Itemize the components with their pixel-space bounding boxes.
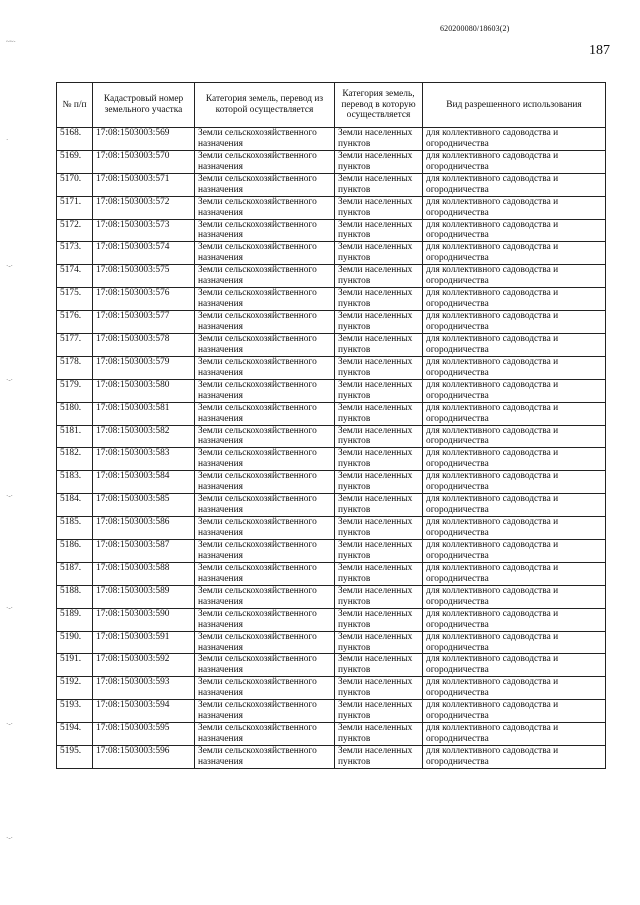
cell-permitted-use: для коллективного садоводства и огородничества — [423, 448, 606, 471]
table-row — [57, 265, 606, 288]
cell-permitted-use: для коллективного садоводства и огородничества — [423, 654, 606, 677]
cell-cadastral-number: 17:08:1503003:590 — [93, 608, 195, 631]
table-header-row — [57, 83, 606, 128]
cell-category-from: Земли сельскохозяйственного назначения — [195, 608, 335, 631]
cell-category-from: Земли сельскохозяйственного назначения — [195, 425, 335, 448]
cell-number: 5189. — [57, 608, 93, 631]
table-row — [57, 723, 606, 746]
cell-permitted-use: для коллективного садоводства и огородничества — [423, 494, 606, 517]
cell-category-from: Земли сельскохозяйственного назначения — [195, 311, 335, 334]
cell-number: 5178. — [57, 356, 93, 379]
table-row — [57, 219, 606, 242]
cell-cadastral-number: 17:08:1503003:573 — [93, 219, 195, 242]
cell-permitted-use: для коллективного садоводства и огородничества — [423, 677, 606, 700]
cell-cadastral-number: 17:08:1503003:579 — [93, 356, 195, 379]
column-header-cadastral: Кадастровый номер земельного участка — [93, 83, 195, 128]
cell-permitted-use: для коллективного садоводства и огородничества — [423, 128, 606, 151]
cell-permitted-use: для коллективного садоводства и огородничества — [423, 425, 606, 448]
cell-cadastral-number: 17:08:1503003:571 — [93, 173, 195, 196]
cell-number: 5190. — [57, 631, 93, 654]
cell-category-from: Земли сельскохозяйственного назначения — [195, 562, 335, 585]
table-row — [57, 677, 606, 700]
cell-category-from: Земли сельскохозяйственного назначения — [195, 494, 335, 517]
cell-category-to: Земли населенных пунктов — [335, 356, 423, 379]
cell-permitted-use: для коллективного садоводства и огородничества — [423, 311, 606, 334]
cell-category-to: Земли населенных пунктов — [335, 242, 423, 265]
cell-number: 5179. — [57, 379, 93, 402]
table-row — [57, 425, 606, 448]
cell-category-to: Земли населенных пунктов — [335, 219, 423, 242]
cell-cadastral-number: 17:08:1503003:593 — [93, 677, 195, 700]
document-id: 620200080/18603(2) — [440, 24, 510, 33]
scan-margin-mark: ·-· — [6, 492, 13, 500]
cell-permitted-use: для коллективного садоводства и огородничества — [423, 242, 606, 265]
cell-category-from: Земли сельскохозяйственного назначения — [195, 265, 335, 288]
cell-category-from: Земли сельскохозяйственного назначения — [195, 517, 335, 540]
column-header-permitted-use: Вид разрешенного использования — [423, 83, 606, 128]
cell-number: 5194. — [57, 723, 93, 746]
cell-permitted-use: для коллективного садоводства и огородничества — [423, 471, 606, 494]
cell-number: 5195. — [57, 746, 93, 769]
cell-cadastral-number: 17:08:1503003:582 — [93, 425, 195, 448]
scan-margin-mark: ·-· — [6, 376, 13, 384]
cell-number: 5187. — [57, 562, 93, 585]
cell-category-to: Земли населенных пунктов — [335, 402, 423, 425]
cell-category-to: Земли населенных пунктов — [335, 448, 423, 471]
cell-category-to: Земли населенных пунктов — [335, 379, 423, 402]
cell-category-from: Земли сельскохозяйственного назначения — [195, 448, 335, 471]
cell-category-from: Земли сельскохозяйственного назначения — [195, 540, 335, 563]
table-row — [57, 471, 606, 494]
cell-category-to: Земли населенных пунктов — [335, 654, 423, 677]
cell-cadastral-number: 17:08:1503003:595 — [93, 723, 195, 746]
column-header-number: № п/п — [57, 83, 93, 128]
scan-margin-mark: ·-· — [6, 604, 13, 612]
cell-category-to: Земли населенных пунктов — [335, 585, 423, 608]
scan-margin-mark: ·-· — [6, 720, 13, 728]
cell-category-from: Земли сельскохозяйственного назначения — [195, 471, 335, 494]
table-row — [57, 311, 606, 334]
table-row — [57, 379, 606, 402]
table-row — [57, 448, 606, 471]
cell-number: 5192. — [57, 677, 93, 700]
column-header-category-to: Категория земель, перевод в которую осуществляется — [335, 83, 423, 128]
cell-cadastral-number: 17:08:1503003:586 — [93, 517, 195, 540]
cell-permitted-use: для коллективного садоводства и огородничества — [423, 379, 606, 402]
cell-category-to: Земли населенных пунктов — [335, 311, 423, 334]
table-row — [57, 494, 606, 517]
cell-number: 5181. — [57, 425, 93, 448]
cell-permitted-use: для коллективного садоводства и огородничества — [423, 562, 606, 585]
cell-cadastral-number: 17:08:1503003:572 — [93, 196, 195, 219]
cell-number: 5173. — [57, 242, 93, 265]
cell-permitted-use: для коллективного садоводства и огородничества — [423, 517, 606, 540]
cell-category-to: Земли населенных пунктов — [335, 746, 423, 769]
cell-category-to: Земли населенных пунктов — [335, 288, 423, 311]
cell-category-from: Земли сельскохозяйственного назначения — [195, 128, 335, 151]
cell-cadastral-number: 17:08:1503003:585 — [93, 494, 195, 517]
cell-category-to: Земли населенных пунктов — [335, 700, 423, 723]
table-row — [57, 128, 606, 151]
cell-category-to: Земли населенных пунктов — [335, 128, 423, 151]
table-row — [57, 334, 606, 357]
cell-permitted-use: для коллективного садоводства и огородничества — [423, 746, 606, 769]
table-row — [57, 700, 606, 723]
scan-margin-mark: ·-· — [6, 262, 13, 270]
cell-number: 5174. — [57, 265, 93, 288]
cell-number: 5185. — [57, 517, 93, 540]
cell-category-from: Земли сельскохозяйственного назначения — [195, 379, 335, 402]
cell-category-to: Земли населенных пунктов — [335, 471, 423, 494]
cell-cadastral-number: 17:08:1503003:588 — [93, 562, 195, 585]
table-row — [57, 540, 606, 563]
cell-category-to: Земли населенных пунктов — [335, 562, 423, 585]
cell-category-to: Земли населенных пунктов — [335, 196, 423, 219]
cell-permitted-use: для коллективного садоводства и огородничества — [423, 196, 606, 219]
cell-number: 5182. — [57, 448, 93, 471]
land-registry-table — [56, 82, 606, 769]
scan-margin-mark: ·-· — [6, 834, 13, 842]
table-row — [57, 402, 606, 425]
cell-cadastral-number: 17:08:1503003:596 — [93, 746, 195, 769]
scan-margin-mark: ~~· — [6, 38, 16, 46]
cell-category-from: Земли сельскохозяйственного назначения — [195, 196, 335, 219]
cell-category-from: Земли сельскохозяйственного назначения — [195, 356, 335, 379]
cell-category-from: Земли сельскохозяйственного назначения — [195, 746, 335, 769]
cell-category-to: Земли населенных пунктов — [335, 425, 423, 448]
cell-cadastral-number: 17:08:1503003:587 — [93, 540, 195, 563]
cell-category-from: Земли сельскохозяйственного назначения — [195, 334, 335, 357]
cell-permitted-use: для коллективного садоводства и огородничества — [423, 150, 606, 173]
table-row — [57, 288, 606, 311]
cell-number: 5171. — [57, 196, 93, 219]
table-row — [57, 242, 606, 265]
cell-number: 5170. — [57, 173, 93, 196]
cell-category-to: Земли населенных пунктов — [335, 677, 423, 700]
cell-permitted-use: для коллективного садоводства и огородничества — [423, 608, 606, 631]
cell-category-to: Земли населенных пунктов — [335, 540, 423, 563]
cell-cadastral-number: 17:08:1503003:570 — [93, 150, 195, 173]
cell-cadastral-number: 17:08:1503003:591 — [93, 631, 195, 654]
cell-cadastral-number: 17:08:1503003:578 — [93, 334, 195, 357]
cell-permitted-use: для коллективного садоводства и огородничества — [423, 219, 606, 242]
cell-permitted-use: для коллективного садоводства и огородничества — [423, 173, 606, 196]
table-row — [57, 562, 606, 585]
cell-number: 5168. — [57, 128, 93, 151]
cell-category-from: Земли сельскохозяйственного назначения — [195, 219, 335, 242]
table-row — [57, 608, 606, 631]
table-row — [57, 585, 606, 608]
cell-category-from: Земли сельскохозяйственного назначения — [195, 585, 335, 608]
cell-permitted-use: для коллективного садоводства и огородничества — [423, 540, 606, 563]
cell-category-to: Земли населенных пунктов — [335, 631, 423, 654]
cell-cadastral-number: 17:08:1503003:575 — [93, 265, 195, 288]
cell-category-to: Земли населенных пунктов — [335, 517, 423, 540]
cell-permitted-use: для коллективного садоводства и огородничества — [423, 585, 606, 608]
cell-permitted-use: для коллективного садоводства и огородничества — [423, 700, 606, 723]
cell-number: 5183. — [57, 471, 93, 494]
cell-category-from: Земли сельскохозяйственного назначения — [195, 288, 335, 311]
cell-number: 5176. — [57, 311, 93, 334]
cell-cadastral-number: 17:08:1503003:584 — [93, 471, 195, 494]
cell-number: 5191. — [57, 654, 93, 677]
cell-category-to: Земли населенных пунктов — [335, 150, 423, 173]
cell-category-to: Земли населенных пунктов — [335, 265, 423, 288]
cell-category-from: Земли сельскохозяйственного назначения — [195, 700, 335, 723]
cell-category-from: Земли сельскохозяйственного назначения — [195, 402, 335, 425]
cell-number: 5172. — [57, 219, 93, 242]
cell-number: 5184. — [57, 494, 93, 517]
table-row — [57, 196, 606, 219]
cell-cadastral-number: 17:08:1503003:589 — [93, 585, 195, 608]
cell-cadastral-number: 17:08:1503003:581 — [93, 402, 195, 425]
cell-number: 5169. — [57, 150, 93, 173]
cell-number: 5177. — [57, 334, 93, 357]
cell-category-to: Земли населенных пунктов — [335, 173, 423, 196]
cell-category-to: Земли населенных пунктов — [335, 334, 423, 357]
cell-category-from: Земли сельскохозяйственного назначения — [195, 242, 335, 265]
table-row — [57, 150, 606, 173]
cell-category-from: Земли сельскохозяйственного назначения — [195, 723, 335, 746]
cell-permitted-use: для коллективного садоводства и огородничества — [423, 288, 606, 311]
cell-cadastral-number: 17:08:1503003:577 — [93, 311, 195, 334]
cell-category-from: Земли сельскохозяйственного назначения — [195, 150, 335, 173]
cell-category-from: Земли сельскохозяйственного назначения — [195, 654, 335, 677]
cell-cadastral-number: 17:08:1503003:569 — [93, 128, 195, 151]
cell-cadastral-number: 17:08:1503003:594 — [93, 700, 195, 723]
table-row — [57, 654, 606, 677]
cell-category-from: Земли сельскохозяйственного назначения — [195, 631, 335, 654]
cell-permitted-use: для коллективного садоводства и огородничества — [423, 402, 606, 425]
cell-permitted-use: для коллективного садоводства и огородничества — [423, 265, 606, 288]
cell-permitted-use: для коллективного садоводства и огородничества — [423, 631, 606, 654]
cell-number: 5188. — [57, 585, 93, 608]
cell-cadastral-number: 17:08:1503003:574 — [93, 242, 195, 265]
cell-category-to: Земли населенных пунктов — [335, 608, 423, 631]
cell-cadastral-number: 17:08:1503003:592 — [93, 654, 195, 677]
cell-number: 5193. — [57, 700, 93, 723]
table-row — [57, 746, 606, 769]
cell-cadastral-number: 17:08:1503003:576 — [93, 288, 195, 311]
cell-number: 5180. — [57, 402, 93, 425]
cell-number: 5186. — [57, 540, 93, 563]
cell-permitted-use: для коллективного садоводства и огородничества — [423, 334, 606, 357]
cell-category-from: Земли сельскохозяйственного назначения — [195, 173, 335, 196]
scan-margin-mark: · — [6, 136, 9, 144]
cell-cadastral-number: 17:08:1503003:583 — [93, 448, 195, 471]
table-row — [57, 517, 606, 540]
table-row — [57, 173, 606, 196]
page-number: 187 — [589, 43, 610, 58]
cell-category-from: Земли сельскохозяйственного назначения — [195, 677, 335, 700]
cell-permitted-use: для коллективного садоводства и огородничества — [423, 356, 606, 379]
cell-permitted-use: для коллективного садоводства и огородничества — [423, 723, 606, 746]
cell-category-to: Земли населенных пунктов — [335, 723, 423, 746]
table-row — [57, 356, 606, 379]
column-header-category-from: Категория земель, перевод из которой осуществляется — [195, 83, 335, 128]
cell-cadastral-number: 17:08:1503003:580 — [93, 379, 195, 402]
cell-category-to: Земли населенных пунктов — [335, 494, 423, 517]
cell-number: 5175. — [57, 288, 93, 311]
table-row — [57, 631, 606, 654]
